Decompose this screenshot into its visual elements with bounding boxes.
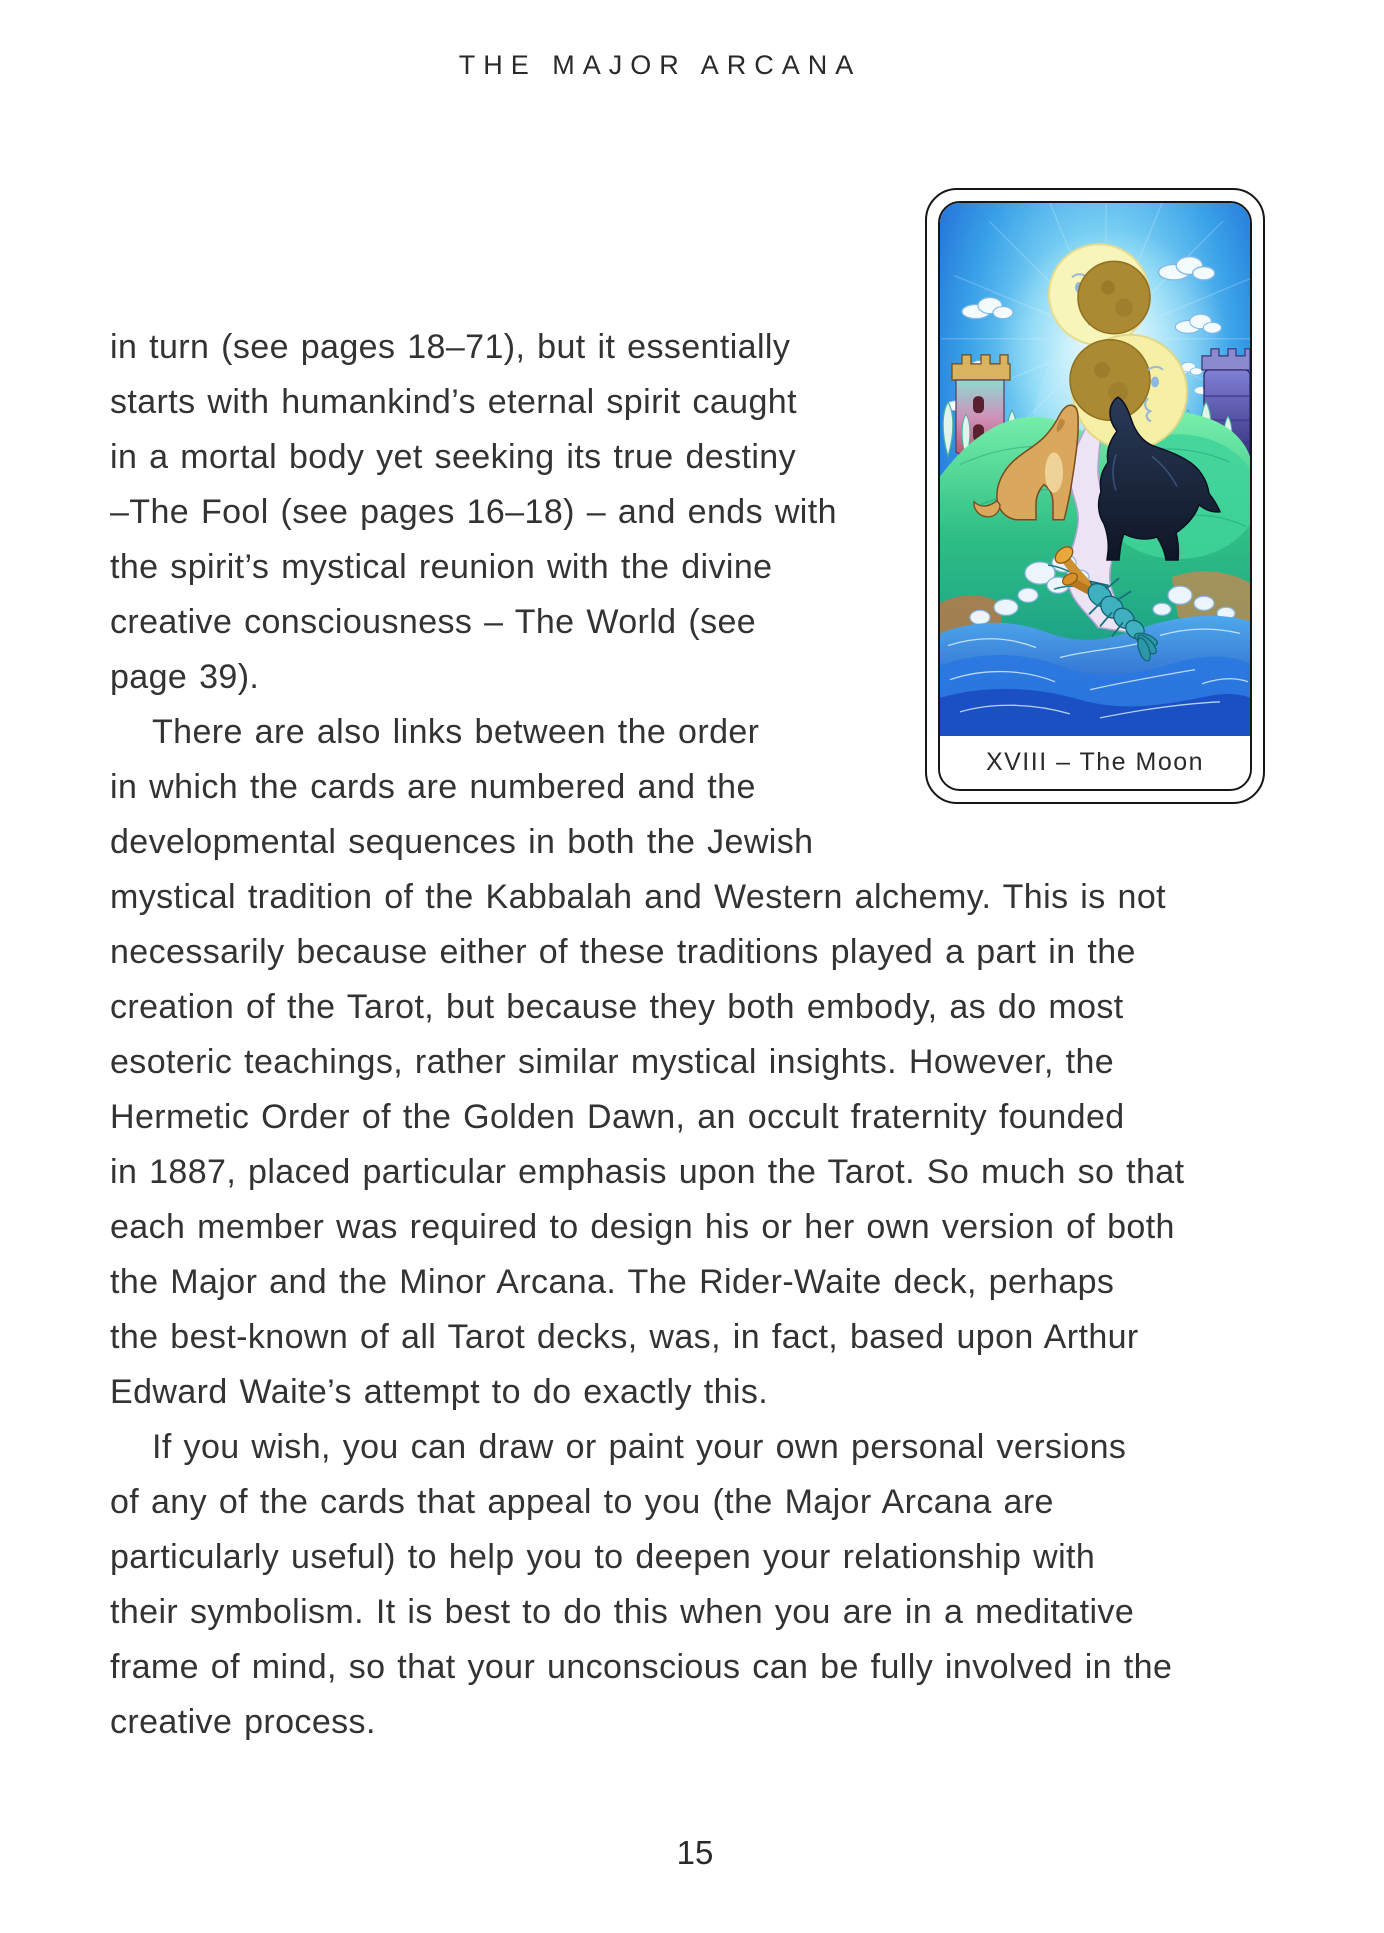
text-line: in a mortal body yet seeking its true destiny <box>110 438 796 476</box>
text-block <box>110 320 1285 1750</box>
text-line: Hermetic Order of the Golden Dawn, an occult fraternity founded <box>110 1098 1125 1136</box>
paragraph <box>110 1420 1285 1750</box>
text-line: frame of mind, so that your unconscious can be fully involved in the <box>110 1648 1173 1686</box>
text-line: each member was required to design his or her own version of both <box>110 1208 1175 1246</box>
paragraph <box>110 320 1285 705</box>
text-line: There are also links between the order <box>152 713 760 751</box>
tarot-card-caption: XVIII – The Moon <box>940 736 1250 789</box>
text-line: their symbolism. It is best to do this when you are in a meditative <box>110 1593 1135 1631</box>
text-line: creation of the Tarot, but because they both embody, as do most <box>110 988 1124 1026</box>
text-line: Edward Waite’s attempt to do exactly this. <box>110 1373 769 1411</box>
text-line: the spirit’s mystical reunion with the divine <box>110 548 773 586</box>
page-number: 15 <box>676 1834 714 1871</box>
text-line: –The Fool (see pages 16–18) – and ends with <box>110 493 837 531</box>
text-line: the best-known of all Tarot decks, was, in fact, based upon Arthur <box>110 1318 1139 1356</box>
text-line: page 39). <box>110 658 260 696</box>
text-line: developmental sequences in both the Jewish <box>110 823 814 861</box>
text-line: in turn (see pages 18–71), but it essentially <box>110 328 791 366</box>
text-line: of any of the cards that appeal to you (the Major Arcana are <box>110 1483 1054 1521</box>
text-line: in which the cards are numbered and the <box>110 768 756 806</box>
text-line: particularly useful) to help you to deepen your relationship with <box>110 1538 1096 1576</box>
text-line: creative process. <box>110 1703 376 1741</box>
text-line: necessarily because either of these traditions played a part in the <box>110 933 1136 971</box>
text-line: If you wish, you can draw or paint your own personal versions <box>152 1428 1127 1466</box>
text-line: the Major and the Minor Arcana. The Rider-Waite deck, perhaps <box>110 1263 1115 1301</box>
text-line: starts with humankind’s eternal spirit caught <box>110 383 797 421</box>
text-line: mystical tradition of the Kabbalah and Western alchemy. This is not <box>110 878 1166 916</box>
paragraph <box>110 705 1285 1420</box>
text-line: esoteric teachings, rather similar mystical insights. However, the <box>110 1043 1115 1081</box>
text-line: creative consciousness – The World (see <box>110 603 757 641</box>
page-title: THE MAJOR ARCANA <box>458 50 862 80</box>
text-line: in 1887, placed particular emphasis upon the Tarot. So much so that <box>110 1153 1185 1191</box>
